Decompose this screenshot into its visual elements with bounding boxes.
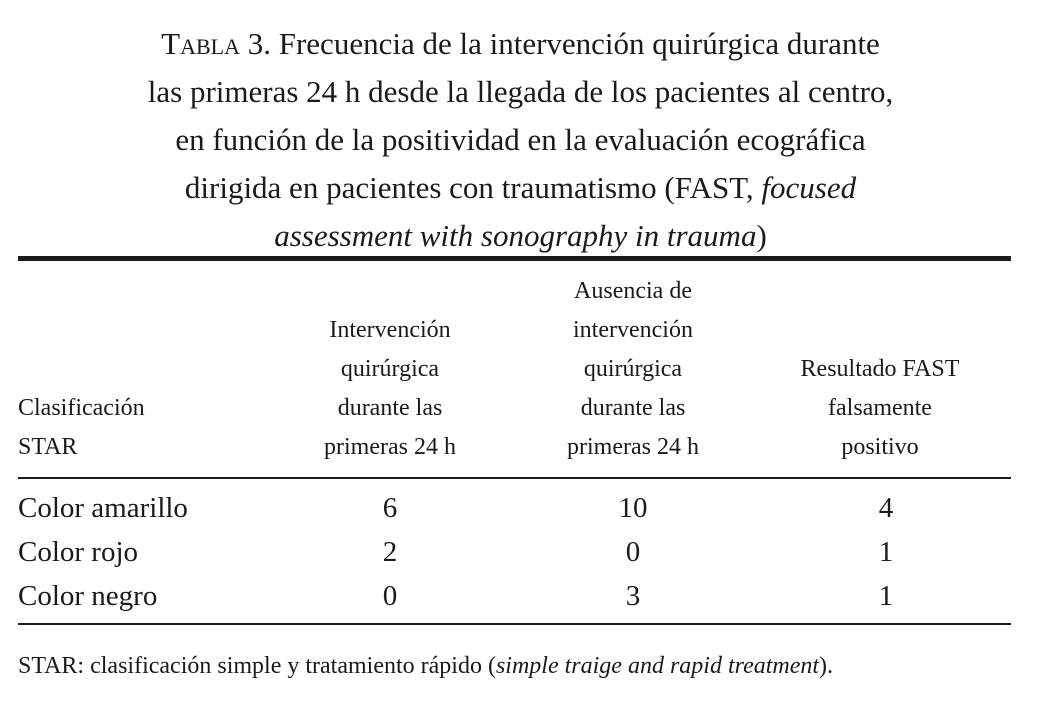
- table-footnote: [18, 646, 833, 686]
- column-header-line: Resultado FAST: [800, 356, 960, 382]
- column-header-line: Intervención: [329, 317, 451, 343]
- column-header-line: quirúrgica: [583, 356, 683, 382]
- row-value: 2: [382, 536, 398, 568]
- caption-label: Tabla: [161, 26, 240, 61]
- caption-line-4: [0, 164, 1041, 212]
- column-header-classification: [18, 389, 145, 467]
- footnote-end: ).: [819, 653, 834, 679]
- column-header-line: primeras 24 h: [567, 434, 699, 460]
- column-header-line: primeras 24 h: [324, 434, 456, 460]
- column-header-line: durante las: [337, 395, 443, 421]
- column-header-line: intervención: [573, 317, 693, 343]
- footnote-text: STAR: clasificación simple y tratamiento rápido (: [18, 653, 496, 679]
- row-value: 0: [382, 580, 398, 612]
- row-value: 0: [625, 536, 641, 568]
- caption-line-4-italic: focused: [761, 170, 857, 205]
- column-header-line: STAR: [18, 434, 78, 460]
- row-value: 1: [878, 536, 894, 568]
- column-header-no-surgery: [533, 272, 733, 467]
- caption-number: 3.: [239, 26, 271, 61]
- table-row: [0, 574, 1041, 618]
- column-header-line: quirúrgica: [340, 356, 440, 382]
- table-bottom-rule: [18, 623, 1011, 625]
- row-value: 4: [878, 492, 894, 524]
- row-label: Color negro: [18, 580, 158, 612]
- row-value: 6: [382, 492, 398, 524]
- row-label: Color amarillo: [18, 492, 188, 524]
- footnote-italic: simple traige and rapid treatment: [495, 653, 820, 679]
- caption-line-4-text: dirigida en pacientes con traumatismo (FAST,: [184, 170, 762, 205]
- caption-line-5-italic: assessment with sonography in trauma: [274, 218, 757, 253]
- caption-line-1-text: Frecuencia de la intervención quirúrgica durante: [270, 26, 880, 61]
- row-value: 3: [625, 580, 641, 612]
- table-row: [0, 486, 1041, 530]
- caption-line-5: [0, 212, 1041, 260]
- row-value: 1: [878, 580, 894, 612]
- caption-line-2: las primeras 24 h desde la llegada de los pacientes al centro,: [147, 74, 894, 109]
- column-header-false-positive: [760, 350, 1000, 467]
- header-rule: [18, 477, 1011, 479]
- column-header-line: Clasificación: [18, 395, 145, 421]
- caption-line-3: en función de la positividad en la evaluación ecográfica: [175, 122, 866, 157]
- column-header-line: positivo: [841, 434, 919, 460]
- column-header-surgery: [290, 311, 490, 467]
- row-value: 10: [618, 492, 648, 524]
- table-top-rule: [18, 256, 1011, 261]
- table-caption: [0, 20, 1041, 260]
- table-row: [0, 530, 1041, 574]
- caption-line-5-end: ): [756, 218, 767, 253]
- column-header-line: Ausencia de: [574, 278, 692, 304]
- column-header-line: durante las: [580, 395, 686, 421]
- row-label: Color rojo: [18, 536, 139, 568]
- caption-line-1: [0, 20, 1041, 68]
- column-header-line: falsamente: [828, 395, 932, 421]
